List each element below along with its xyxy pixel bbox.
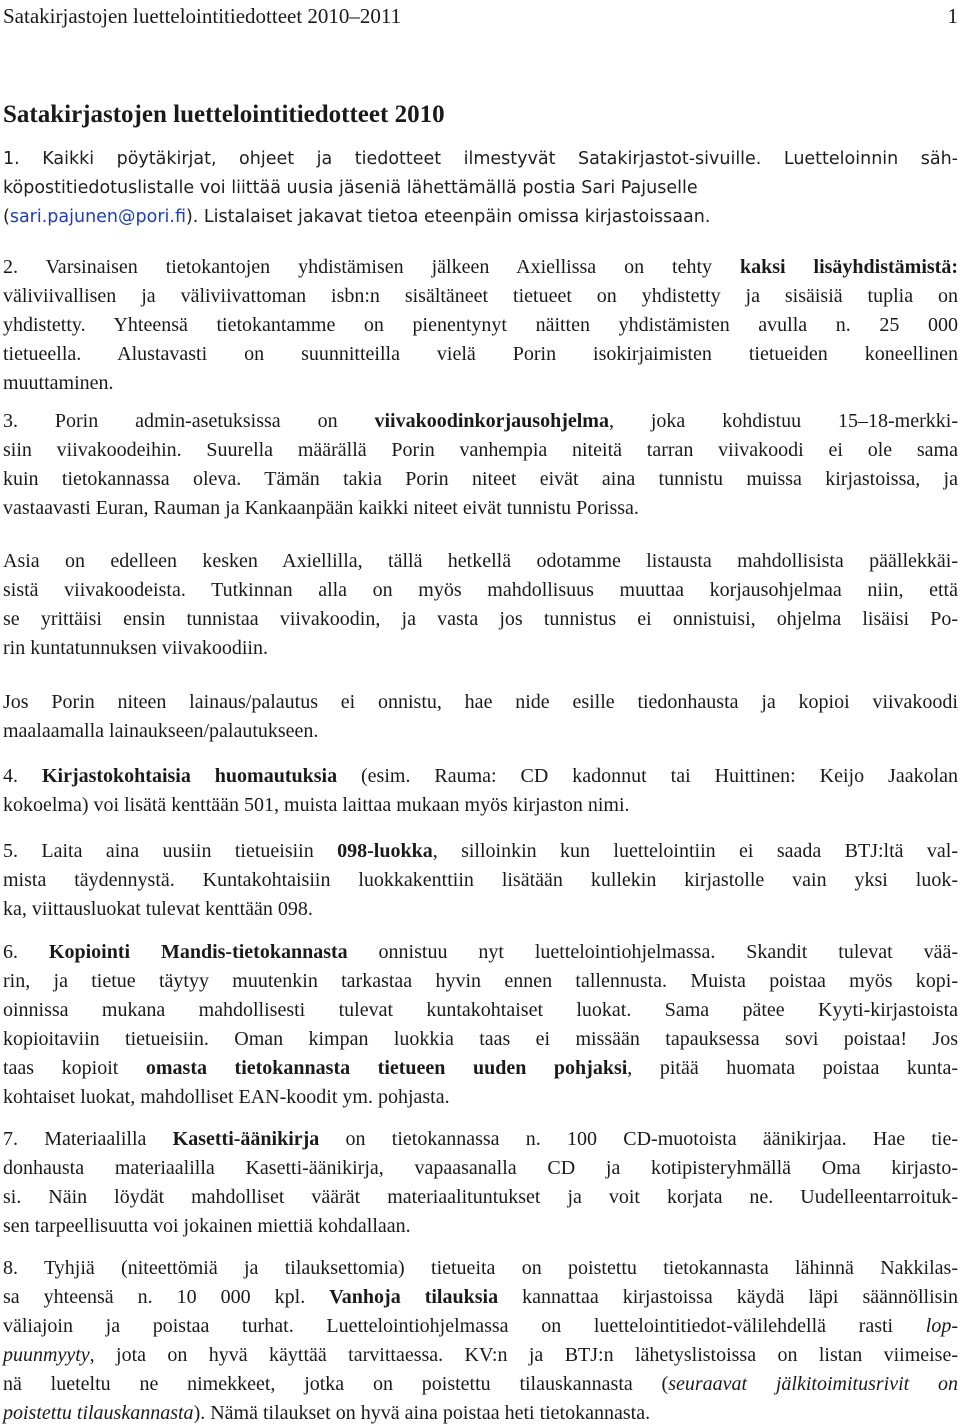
text-fragment: :	[951, 256, 959, 278]
paragraph-line: tietueella. Alustavasti on suunnitteilla vielä Porin isokirjaimisten tietueiden koneellinen	[3, 343, 958, 365]
text-fragment: onnistuu nyt luettelointiohjelmassa. Skandit tulevat vää-	[347, 941, 958, 963]
paragraph-6	[3, 938, 958, 1112]
paragraph-line: donhausta materiaalilla Kasetti-äänikirja, vapaasanalla CD ja kotipisteryhmällä Oma kirjasto-	[3, 1157, 958, 1179]
text-fragment: 6.	[3, 941, 49, 963]
paragraph-line: väliviivallisen ja väliviivattoman isbn:n sisältäneet tietueet on yhdistetty ja sisäisiä tuplia on	[3, 285, 958, 307]
bold-text: Kasetti-äänikirja	[172, 1128, 320, 1150]
italic-text: seuraavat jälkitoimitusrivit on	[668, 1373, 958, 1395]
bold-text: omasta tietokannasta tietueen uuden pohjaksi	[145, 1057, 628, 1079]
text-fragment: (esim. Rauma: CD kadonnut tai Huittinen: Keijo Jaakolan	[337, 765, 959, 787]
paragraph-line	[3, 407, 958, 436]
bold-text: Kirjastokohtaisia huomautuksia	[41, 765, 338, 787]
paragraph-3	[3, 407, 958, 523]
paragraph-line: se yrittäisi ensin tunnistaa viivakoodin, ja vasta jos tunnistus ei onnistuisi, ohjelma lisäisi Po-	[3, 608, 958, 630]
paragraph-line: vastaavasti Euran, Rauman ja Kankaanpään kaikki niteet eivät tunnistu Porissa.	[3, 497, 639, 519]
paragraph-2	[3, 253, 958, 398]
text-fragment: (	[3, 207, 10, 227]
bold-text: kaksi lisäyhdistämistä	[740, 256, 952, 278]
paragraph-line	[3, 1054, 958, 1083]
paragraph-line: Asia on edelleen kesken Axiellilla, tällä hetkellä odotamme listausta mahdollisista päällekkäi-	[3, 550, 958, 572]
italic-text: puunmyyty	[3, 1344, 90, 1366]
paragraph-line: oinnissa mukana mahdollisesti tulevat kuntakohtaiset luokat. Sama pätee Kyyti-kirjastoista	[3, 999, 958, 1021]
paragraph-line	[3, 1370, 958, 1399]
text-fragment: taas kopioit	[3, 1057, 146, 1079]
paragraph-line: yhdistetty. Yhteensä tietokantamme on pienentynyt näitten yhdistämisten avulla n. 25 000	[3, 314, 958, 336]
email-link[interactable]: sari.pajunen@pori.fi	[9, 207, 186, 227]
paragraph-line: maalaamalla lainaukseen/palautukseen.	[3, 720, 319, 742]
paragraph-line: kokoelma) voi lisätä kenttään 501, muista laittaa mukaan myös kirjaston nimi.	[3, 794, 630, 816]
paragraph-line: rin kuntatunnuksen viivakoodiin.	[3, 637, 268, 659]
text-fragment: 7. Materiaalilla	[3, 1128, 173, 1150]
text-fragment: , joka kohdistuu 15–18-merkki-	[608, 410, 958, 432]
paragraph-line: sistä viivakoodeista. Tutkinnan alla on myös mahdollisuus muuttaa korjausohjelmaa niin, että	[3, 579, 958, 601]
paragraph-8	[3, 1254, 958, 1428]
paragraph-line: muuttaminen.	[3, 372, 114, 394]
running-header	[3, 2, 958, 30]
italic-text: poistettu tilauskannasta	[3, 1402, 194, 1424]
page-number: 1	[947, 4, 958, 28]
text-fragment: kannattaa kirjastoissa käydä läpi säännöllisin	[498, 1286, 959, 1308]
text-fragment: sa yhteensä n. 10 000 kpl.	[3, 1286, 330, 1308]
text-fragment: 5. Laita aina uusiin tietueisiin	[3, 840, 338, 862]
text-fragment: ). Listalaiset jakavat tietoa eteenpäin omissa kirjastoissaan.	[185, 207, 711, 227]
text-fragment: 2. Varsinaisen tietokantojen yhdistämisen jälkeen Axiellissa on tehty	[3, 256, 740, 278]
text-fragment: väliajoin ja poistaa turhat. Luettelointiohjelmassa on luettelointitiedot-välilehdellä rasti	[3, 1315, 926, 1337]
paragraph-line	[3, 1283, 958, 1312]
paragraph-1	[3, 145, 958, 232]
text-fragment: , jota on hyvä käyttää tarvittaessa. KV:n ja BTJ:n lähetyslistoissa on listan viimeise-	[89, 1344, 958, 1366]
paragraph-5	[3, 837, 958, 924]
bold-text: Vanhoja tilauksia	[329, 1286, 499, 1308]
paragraph-line: siin viivakoodeihin. Suurella määrällä Porin vanhempia niteitä tarran viivakoodi ei ole sama	[3, 439, 958, 461]
text-fragment: nä lueteltu ne nimekkeet, jotka on poistettu tilauskannasta (	[3, 1373, 669, 1395]
paragraph-line: ka, viittausluokat tulevat kenttään 098.	[3, 898, 313, 920]
paragraph-line: si. Näin löydät mahdolliset väärät materiaalituntukset ja voit korjata ne. Uudelleentarroituk-	[3, 1186, 958, 1208]
document-title: Satakirjastojen luettelointitiedotteet 2010	[3, 101, 445, 128]
paragraph-line	[3, 1312, 958, 1341]
paragraph-line: köpostitiedotuslistalle voi liittää uusia jäseniä lähettämällä postia Sari Pajuselle	[3, 178, 698, 198]
paragraph-line: 8. Tyhjiä (niteettömiä ja tilauksettomia) tietueita on poistettu tietokannasta lähinnä Nakkilas-	[3, 1257, 958, 1279]
paragraph-line	[3, 762, 958, 791]
text-fragment: 4.	[3, 765, 42, 787]
italic-text: lop-	[925, 1315, 958, 1337]
paragraph-line	[3, 1341, 958, 1370]
text-fragment: ). Nämä tilaukset on hyvä aina poistaa heti tietokannasta.	[193, 1402, 651, 1424]
running-header-title: Satakirjastojen luettelointitiedotteet 2010–2011	[3, 4, 402, 28]
bold-text: Kopiointi Mandis-tietokannasta	[48, 941, 348, 963]
paragraph-line: kopioitaviin tietueisiin. Oman kimpan luokkia taas ei missään tapauksessa sovi poistaa! Jos	[3, 1028, 958, 1050]
paragraph-line: 1. Kaikki pöytäkirjat, ohjeet ja tiedotteet ilmestyvät Satakirjastot-sivuille. Luetteloinnin säh-	[3, 149, 958, 169]
text-fragment: on tietokannassa n. 100 CD-muotoista äänikirjaa. Hae tie-	[319, 1128, 958, 1150]
paragraph-line	[3, 938, 958, 967]
paragraph-line	[3, 203, 958, 232]
paragraph-7	[3, 1125, 958, 1241]
paragraph-line	[3, 1125, 958, 1154]
paragraph-4	[3, 762, 958, 820]
paragraph-3-note	[3, 688, 958, 746]
paragraph-line: Jos Porin niteen lainaus/palautus ei onnistu, hae nide esille tiedonhausta ja kopioi viivakoodi	[3, 691, 958, 713]
text-fragment: 3. Porin admin-asetuksissa on	[3, 410, 375, 432]
paragraph-line	[3, 253, 958, 282]
text-fragment: , pitää huomata poistaa kunta-	[627, 1057, 959, 1079]
text-fragment: , silloinkin kun luettelointiin ei saada BTJ:ltä val-	[432, 840, 959, 862]
paragraph-line: kuin tietokannassa oleva. Tämän takia Porin niteet eivät aina tunnistu muissa kirjastoissa, ja	[3, 468, 958, 490]
paragraph-line: kohtaiset luokat, mahdolliset EAN-koodit ym. pohjasta.	[3, 1086, 450, 1108]
paragraph-line: sen tarpeellisuutta voi jokainen miettiä kohdallaan.	[3, 1215, 411, 1237]
paragraph-line	[3, 837, 958, 866]
bold-text: viivakoodinkorjausohjelma	[374, 410, 609, 432]
bold-text: 098-luokka	[337, 840, 433, 862]
paragraph-line: mista täydennystä. Kuntakohtaisiin luokkakenttiin lisätään kullekin kirjastolle vain yksi luok-	[3, 869, 958, 891]
paragraph-line: rin, ja tietue täytyy muutenkin tarkastaa hyvin ennen tallennusta. Muista poistaa myös kopi-	[3, 970, 958, 992]
paragraph-line	[3, 1399, 958, 1428]
paragraph-3-continued	[3, 547, 958, 663]
